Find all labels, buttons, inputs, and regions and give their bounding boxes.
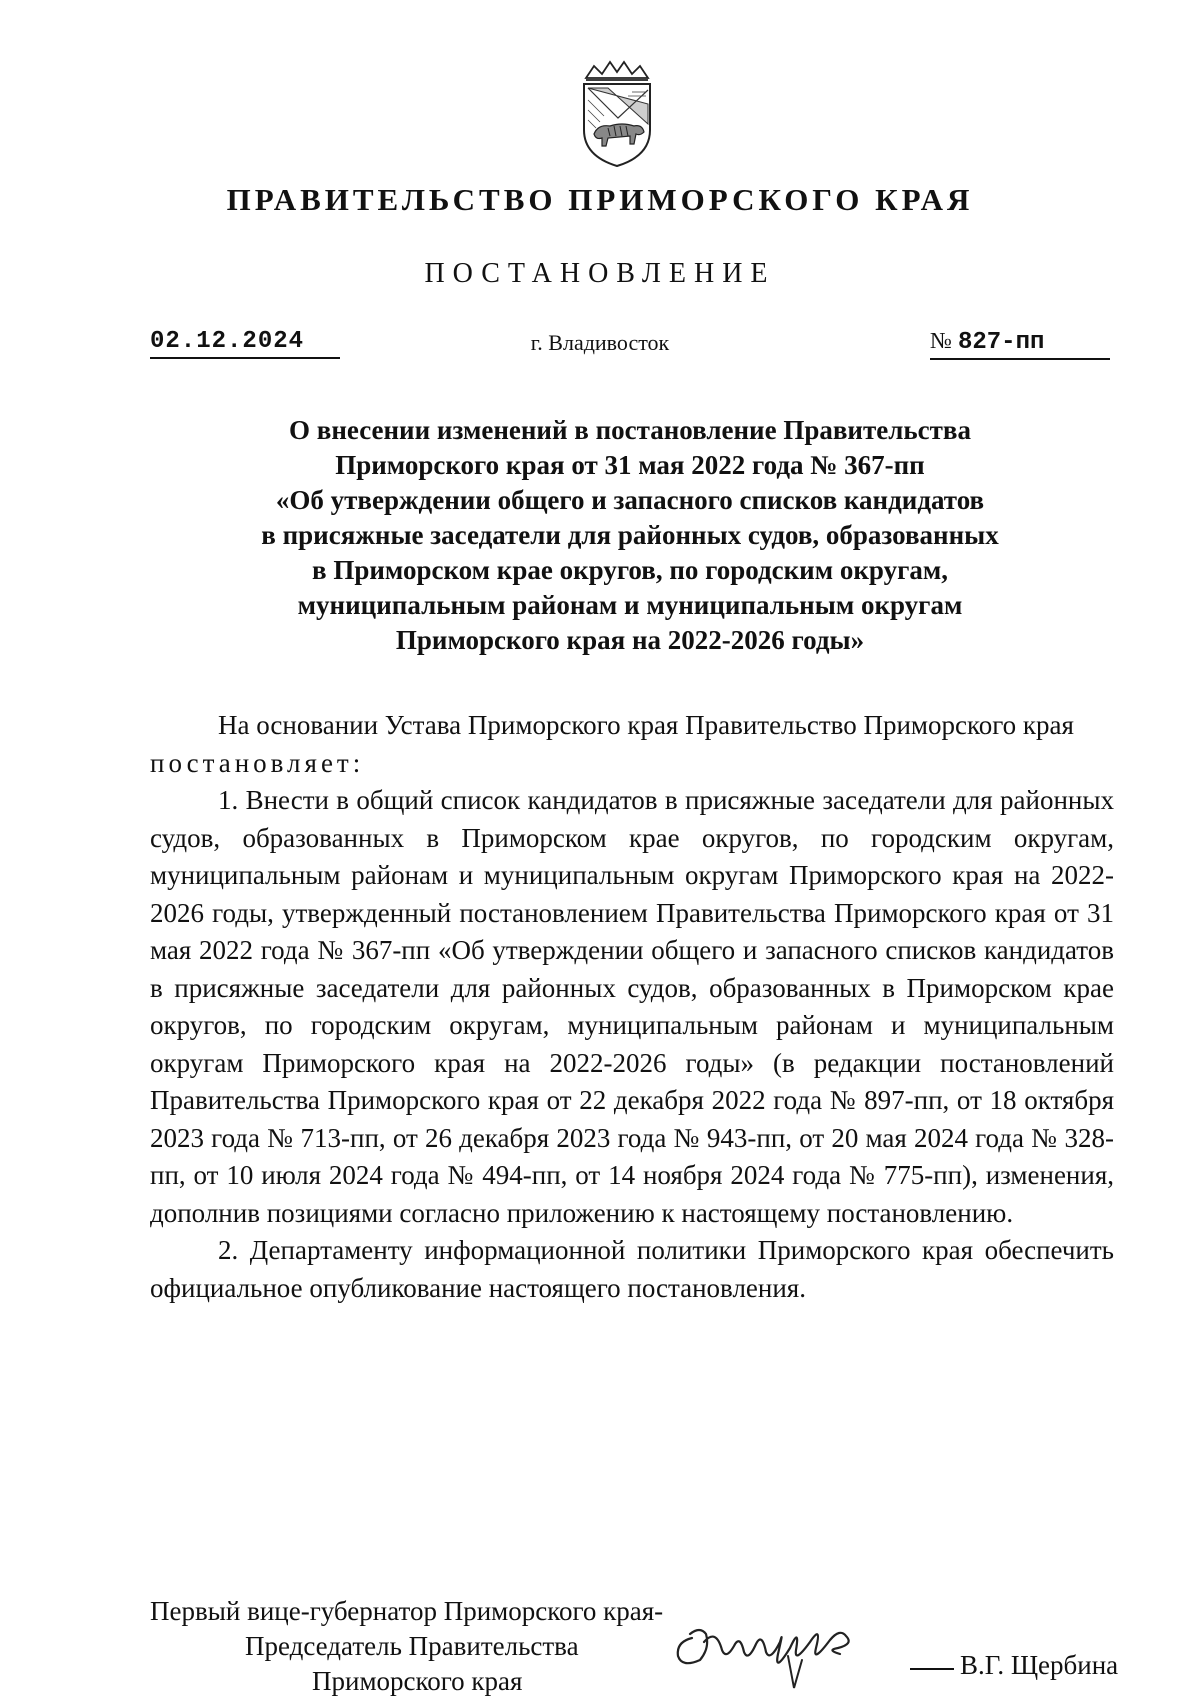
subject-line: О внесении изменений в постановление Правительства [289,415,971,445]
subject-line: Приморского края на 2022-2026 годы» [395,625,865,655]
item-2-paragraph: 2. Департаменту информационной политики Приморского края обеспечить официальное опубликование настоящего постановления. [150,1235,1114,1303]
subject-line: в Приморском крае округов, по городским округам, [312,555,948,585]
position-line: Председатель Правительства [245,1631,579,1661]
document-meta [0,328,1200,368]
item-1-paragraph: 1. Внести в общий список кандидатов в присяжные заседатели для районных судов, образованных в Приморском крае округов, по городским округам, муниципальным районам и муниципальным округам Приморского края на 2022-2026 годы, утвержденный постановлением Правительства Приморского края от 31 мая 2022 года № 367-пп «Об утверждении общего и запасного списков кандидатов в присяжные заседатели для районных судов, образованных в Приморском крае округов, по городским округам, муниципальным районам и муниципальным округам Приморского края на 2022-2026 годы» (в редакции постановлений Правительства Приморского края от 22 декабря 2022 года № 897-пп, от 18 октября 2023 года № 713-пп, от 26 декабря 2023 года № 943-пп, от 20 мая 2024 года № 328-пп, от 10 июля 2024 года № 494-пп, от 14 ноября 2024 года № 775-пп), изменения, дополнив позициями согласно приложению к настоящему постановлению. [150,785,1114,1228]
position-line: Приморского края [312,1666,523,1696]
resolve-word: постановляет: [150,747,365,778]
document-number: 827-пп [957,329,1045,356]
document-date: 02.12.2024 [150,328,340,359]
signatory-name: В.Г. Щербина [960,1650,1119,1680]
document-body [150,707,1114,1307]
primorsky-coat-of-arms-icon [578,60,656,170]
document-number-field [930,328,1110,360]
position-line: Первый вице-губернатор Приморского края- [150,1596,664,1626]
signature-dash [910,1668,954,1670]
government-title: ПРАВИТЕЛЬСТВО ПРИМОРСКОГО КРАЯ [226,182,974,217]
subject-line: муниципальным районам и муниципальным округам [297,590,963,620]
number-sign: № [930,328,952,353]
document-type: ПОСТАНОВЛЕНИЕ [424,258,776,289]
handwritten-signature-icon [670,1598,900,1693]
intro-paragraph: На основании Устава Приморского края Правительство Приморского края [218,710,1074,740]
document-subject [150,413,1110,658]
document-city: г. Владивосток [530,330,670,355]
subject-line: Приморского края от 31 мая 2022 года № 367-пп [335,450,925,480]
signatory-position [150,1594,710,1699]
subject-line: в присяжные заседатели для районных судов, образованных [261,520,999,550]
subject-line: «Об утверждении общего и запасного списков кандидатов [275,485,985,515]
